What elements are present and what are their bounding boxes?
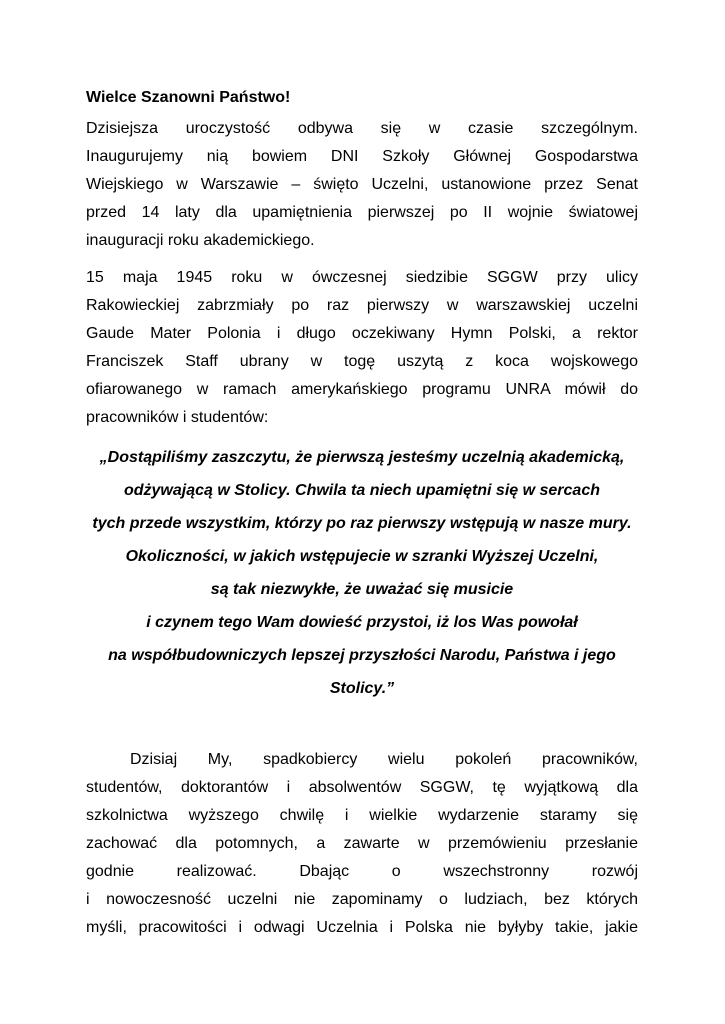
text-line: zachować dla potomnych, a zawarte w przemówieniu przesłanie bbox=[86, 835, 638, 852]
salutation-heading: Wielce Szanowni Państwo! bbox=[86, 89, 291, 106]
quote-line: są tak niezwykłe, że uważać się musicie bbox=[210, 581, 514, 598]
text-line: godnie realizować. Dbając o wszechstronny rozwój bbox=[86, 863, 638, 880]
text-line: ofiarowanego w ramach amerykańskiego programu UNRA mówił do bbox=[86, 381, 638, 398]
paragraph-1 bbox=[86, 115, 638, 255]
text-line: Gaude Mater Polonia i długo oczekiwany Hymn Polski, a rektor bbox=[86, 325, 638, 342]
quote-line: odżywającą w Stolicy. Chwila ta niech upamiętni się w sercach bbox=[123, 482, 600, 499]
text-line: 15 maja 1945 roku w ówczesnej siedzibie SGGW przy ulicy bbox=[86, 269, 638, 286]
text-line: szkolnictwa wyższego chwilę i wielkie wydarzenie staramy się bbox=[86, 807, 638, 824]
text-line: studentów, doktorantów i absolwentów SGGW, tę wyjątkową dla bbox=[86, 779, 638, 796]
paragraph-3 bbox=[86, 746, 638, 942]
quote-line: Stolicy.” bbox=[329, 680, 395, 697]
document-body bbox=[86, 84, 638, 951]
text-line: i nowoczesność uczelni nie zapominamy o ludziach, bez których bbox=[86, 891, 638, 908]
paragraph-spacer bbox=[86, 705, 638, 746]
paragraph-2 bbox=[86, 264, 638, 432]
text-line: Inaugurujemy nią bowiem DNI Szkoły Głównej Gospodarstwa bbox=[86, 148, 638, 165]
quote-line: „Dostąpiliśmy zaszczytu, że pierwszą jesteśmy uczelnią akademicką, bbox=[99, 449, 625, 466]
quote-line: Okoliczności, w jakich wstępujecie w szranki Wyższej Uczelni, bbox=[125, 548, 599, 565]
quote-line: na współbudowniczych lepszej przyszłości Narodu, Państwa i jego bbox=[108, 647, 616, 664]
text-line: Rakowieckiej zabrzmiały po raz pierwszy w warszawskiej uczelni bbox=[86, 297, 638, 314]
text-line: Wiejskiego w Warszawie – święto Uczelni, ustanowione przez Senat bbox=[86, 176, 638, 193]
text-line: Dzisiejsza uroczystość odbywa się w czasie szczególnym. bbox=[86, 120, 638, 137]
quote-line: tych przede wszystkim, którzy po raz pierwszy wstępują w nasze mury. bbox=[92, 515, 632, 532]
text-line: myśli, pracowitości i odwagi Uczelnia i Polska nie byłyby takie, jakie bbox=[86, 919, 638, 936]
text-line: przed 14 laty dla upamiętnienia pierwszej po II wojnie światowej bbox=[86, 204, 638, 221]
quote-line: i czynem tego Wam dowieść przystoi, iż los Was powołał bbox=[146, 614, 578, 631]
text-line: inauguracji roku akademickiego. bbox=[86, 232, 315, 249]
text-line: Dzisiaj My, spadkobiercy wielu pokoleń pracowników, bbox=[130, 751, 638, 768]
text-line: Franciszek Staff ubrany w togę uszytą z koca wojskowego bbox=[86, 353, 638, 370]
rector-quote bbox=[86, 441, 638, 705]
text-line: pracowników i studentów: bbox=[86, 409, 269, 426]
